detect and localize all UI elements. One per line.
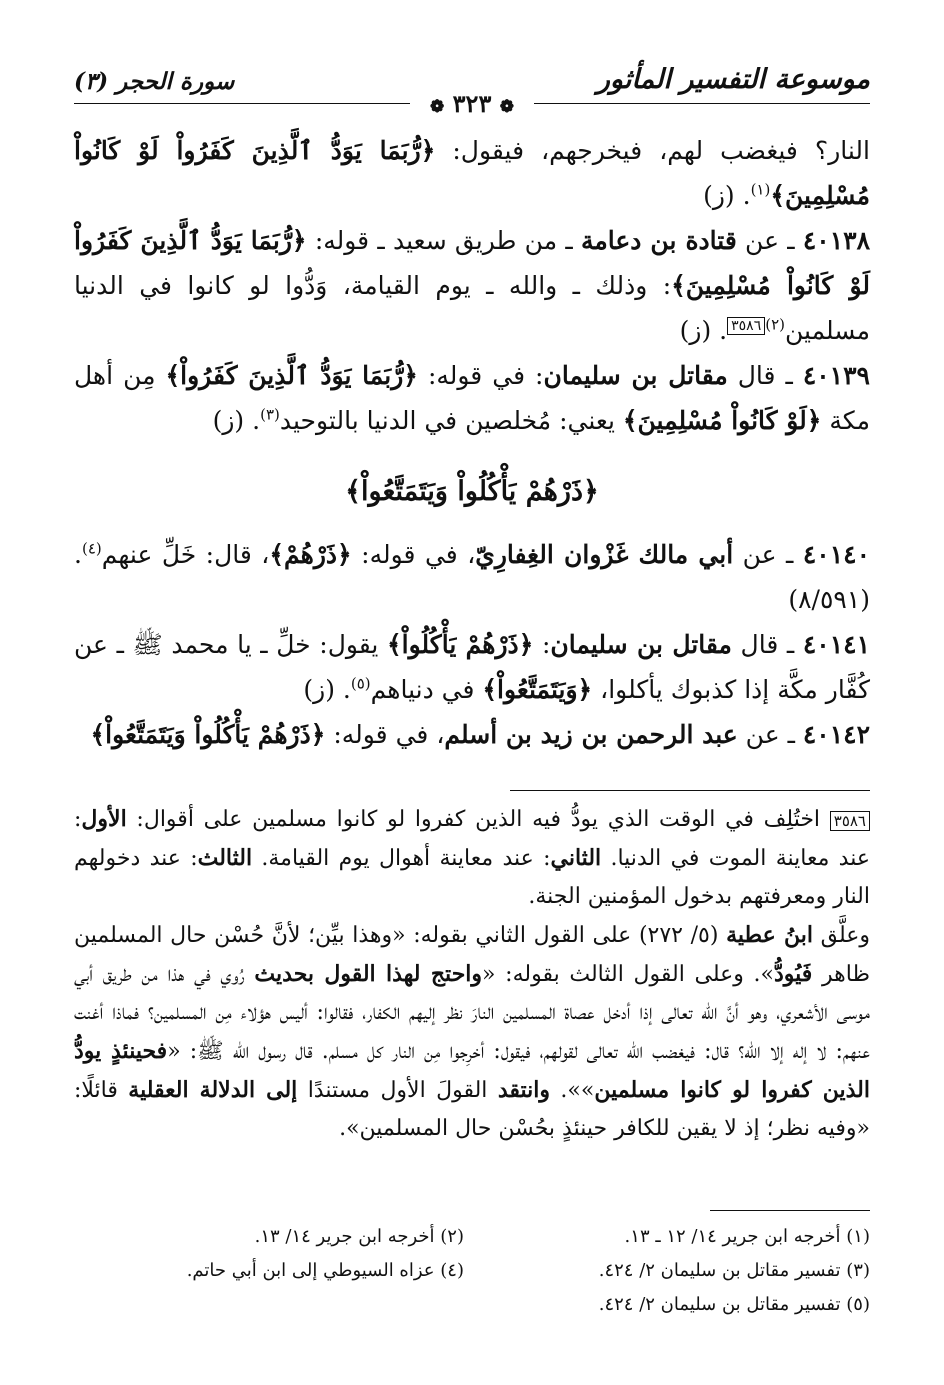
entry-40138: ٤٠١٣٨ ـ عن قتادة بن دعامة ـ من طريق سعيد ـ قوله: ﴿رُّبَمَا يَوَدُّ ٱلَّذِينَ كَفَرُواْ لَوْ كَانُواْ مُسْلِمِينَ﴾: وذلك ـ والله ـ يوم القيامة، وَدُّوا لو كانوا في الدنيا مسلمين$^{(٢)٣٥٨٦}$. (ز) — [74, 226, 870, 345]
footnote-marker: (١) — [750, 180, 771, 199]
page-number-value: ٣٢٣ — [452, 89, 492, 118]
footnote-1: (١) أخرجه ابن جرير ١٤/ ١٢ ـ ١٣. — [624, 1226, 870, 1247]
entry-number: ٤٠١٤١ — [802, 630, 871, 659]
quran-quote: ﴿وَيَتَمَتَّعُواْ﴾ — [482, 675, 593, 704]
footnote-marker: (٢) — [765, 315, 785, 334]
quran-quote: ﴿ذَرْهُمْ﴾ — [269, 540, 352, 569]
entry-number: ٤٠١٤٠ — [802, 540, 870, 569]
page-number — [410, 90, 534, 118]
verse-heading: ﴿ذَرْهُمْ يَأْكُلُواْ وَيَتَمَتَّعُواْ﴾ — [345, 476, 599, 507]
footnotes-rule — [710, 1210, 870, 1211]
entry-number: ٤٠١٣٩ — [802, 361, 870, 390]
continuation-paragraph: النار؟ فيغضب لهم، فيخرجهم، فيقول: ﴿رُّبَمَا يَوَدُّ ٱلَّذِينَ كَفَرُواْ لَوْ كَانُواْ مُسْلِمِينَ﴾$^{(١)}$. (ز) — [74, 136, 870, 210]
entry-40142: ٤٠١٤٢ ـ عن عبد الرحمن بن زيد بن أسلم، في قوله: ﴿ذَرْهُمْ يَأْكُلُواْ وَيَتَمَتَّعُواْ﴾ — [90, 720, 870, 749]
commentary-notes — [74, 800, 870, 1148]
entry-40140: ٤٠١٤٠ ـ عن أبي مالك غَزْوان الغِفارِيّ، في قوله: ﴿ذَرْهُمْ﴾، قال: خَلِّ عنهم$^{(٤)}$. (٨/٥٩١) — [74, 539, 870, 614]
footnote-marker: (٥) — [350, 674, 371, 693]
entry-number: ٤٠١٣٨ — [802, 226, 870, 255]
footnote-3: (٣) تفسير مقاتل بن سليمان ٢/ ٤٢٤. — [598, 1260, 870, 1281]
footnote-2: (٢) أخرجه ابن جرير ١٤/ ١٣. — [254, 1226, 464, 1247]
ornament-icon: ❁ — [430, 97, 445, 117]
entry-40141: ٤٠١٤١ ـ قال مقاتل بن سليمان: ﴿ذَرْهُمْ يَأْكُلُواْ﴾ يقول: خلِّ ـ يا محمد ﷺ ـ عن كُفَّار مكَّة إذا كذبوك يأكلوا، ﴿وَيَتَمَتَّعُواْ﴾ في دنياهم$^{(٥)}$. (ز) — [74, 630, 871, 704]
quran-quote: ﴿ذَرْهُمْ يَأْكُلُواْ وَيَتَمَتَّعُواْ﴾ — [90, 720, 326, 749]
footnote-5: (٥) تفسير مقاتل بن سليمان ٢/ ٤٢٤. — [598, 1294, 870, 1315]
narrator-name: مقاتل بن سليمان — [550, 630, 732, 659]
narrator-name: عبد الرحمن بن زيد بن أسلم — [444, 720, 738, 749]
quran-quote: ﴿ذَرْهُمْ يَأْكُلُواْ﴾ — [387, 630, 534, 659]
scholar-name: ابنُ عطية — [726, 922, 814, 948]
quran-quote: ﴿لَوْ كَانُواْ مُسْلِمِينَ﴾ — [622, 406, 822, 435]
notes-rule — [510, 790, 870, 791]
entry-number: ٤٠١٤٢ — [802, 720, 870, 749]
entry-40139: ٤٠١٣٩ ـ قال مقاتل بن سليمان: في قوله: ﴿رُّبَمَا يَوَدُّ ٱلَّذِينَ كَفَرُواْ﴾ مِن أهل مكة ﴿لَوْ كَانُواْ مُسْلِمِينَ﴾ يعني: مُخلصين في الدنيا بالتوحيد$^{(٣)}$. (ز) — [74, 361, 870, 435]
quran-quote: ﴿رُّبَمَا يَوَدُّ ٱلَّذِينَ كَفَرُواْ لَوْ كَانُواْ مُسْلِمِينَ﴾ — [74, 136, 870, 210]
note-paragraph: وعلَّق ابنُ عطية (٥/ ٢٧٢) على القول الثاني بقوله: «وهذا بيِّن؛ لأنَّ حُسْن حال المسلمين ظاهر فَيُودُّ». وعلى القول الثالث بقوله: «واحتج لهذا القول بحديث رُوي في هذا من طريق أبي موسى الأشعري، وهو أنَّ الله تعالى إذا أدخل عصاة المسلمين النارَ نظر إليهم الكفار، فقالوا: أليس هؤلاء مِن المسلمين؟ فماذا أغنت عنهم: لا إله إلا الله؟ قال: فيغضب الله تعالى لقولهم، فيقول: أخرِجوا مِن النار كل مسلم. قال رسول الله ﷺ: «فحينئذٍ يودُّ الذين كفروا لو كانوا مسلمين»». وانتقد القولَ الأول مستندًا إلى الدلالة العقلية قائلًا: «وفيه نظر؛ إذ لا يقين للكافر حينئذٍ بحُسْن حال المسلمين». — [74, 922, 871, 1141]
note-ref-box: ٣٥٨٦ — [830, 811, 870, 831]
surah-title: سورة الحجر (٣) — [74, 68, 235, 95]
footnote-4: (٤) عزاه السيوطي إلى ابن أبي حاتم. — [186, 1260, 464, 1281]
footnote-marker: (٣) — [260, 405, 280, 424]
note-paragraph: ٣٥٨٦ اختُلِف في الوقت الذي يودُّ فيه الذين كفروا لو كانوا مسلمين على أقوال: الأول: عند معاينة الموت في الدنيا. الثاني: عند معاينة أهوال يوم القيامة. الثالث: عند دخولهم النار ومعرفتهم بدخول المؤمنين الجنة. — [74, 806, 870, 909]
ornament-icon: ❁ — [499, 97, 514, 117]
footnote-marker: (٤) — [81, 539, 102, 558]
quran-quote: ﴿رُّبَمَا يَوَدُّ ٱلَّذِينَ كَفَرُواْ لَوْ كَانُواْ مُسْلِمِينَ﴾ — [74, 226, 870, 300]
main-text — [74, 128, 870, 757]
narrator-name: مقاتل بن سليمان — [543, 361, 728, 390]
quran-quote: ﴿رُّبَمَا يَوَدُّ ٱلَّذِينَ كَفَرُواْ﴾ — [165, 361, 418, 390]
narrator-name: أبي مالك غَزْوان الغِفارِيّ — [475, 540, 734, 569]
narrator-name: قتادة بن دعامة — [580, 226, 737, 255]
note-ref-box: ٣٥٨٦ — [727, 317, 765, 335]
book-title: موسوعة التفسير المأثور — [596, 64, 870, 95]
